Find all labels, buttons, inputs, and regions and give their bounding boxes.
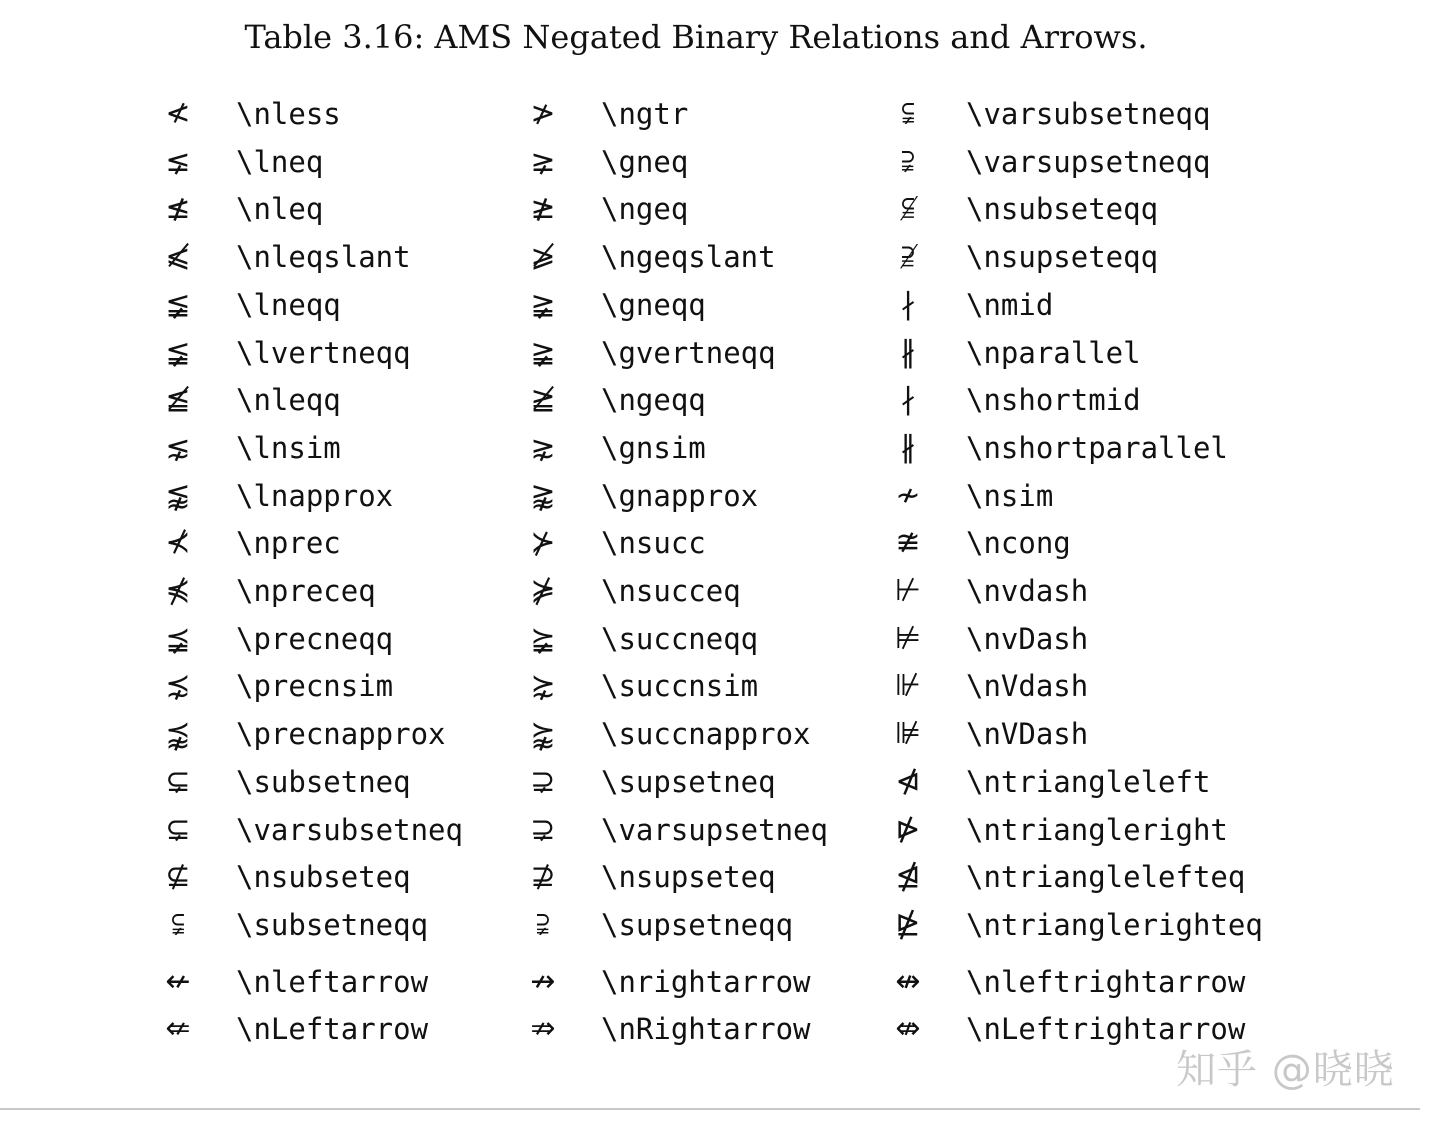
latex-command: \nmid <box>966 287 1054 322</box>
latex-command: \ngeqslant <box>601 240 776 275</box>
symbol-row <box>890 185 1290 233</box>
symbol-row <box>890 758 1290 806</box>
symbol-row <box>525 281 925 329</box>
symbol-row <box>160 710 560 758</box>
math-symbol: ≨ <box>165 334 191 370</box>
latex-command: \gneq <box>601 144 689 179</box>
math-symbol: ⇍ <box>165 1011 191 1047</box>
math-symbol: ∤ <box>900 382 916 418</box>
latex-command: \ntrianglerighteq <box>966 907 1263 942</box>
table-caption: Table 3.16: AMS Negated Binary Relations and Arrows. <box>244 18 1148 56</box>
math-symbol: ⩾̸ <box>530 239 556 275</box>
math-symbol: ⪈ <box>530 143 556 179</box>
symbol-row <box>160 472 560 520</box>
symbol-row <box>890 472 1290 520</box>
symbol-row <box>160 519 560 567</box>
latex-command: \precnsim <box>236 669 394 704</box>
latex-command: \nsubseteq <box>236 860 411 895</box>
symbol-row <box>160 806 560 854</box>
latex-command: \nleftarrow <box>236 964 429 999</box>
math-symbol: ⊋ <box>530 811 556 847</box>
symbol-row <box>160 185 560 233</box>
latex-command: \nprec <box>236 526 341 561</box>
math-symbol: ⊉ <box>530 859 556 895</box>
math-symbol: ⋧ <box>530 429 556 465</box>
symbol-row <box>890 958 1290 1006</box>
latex-command: \subsetneq <box>236 764 411 799</box>
symbol-row <box>890 615 1290 663</box>
symbol-row <box>525 710 925 758</box>
latex-command: \ntriangleright <box>966 812 1228 847</box>
latex-command: \lnsim <box>236 430 341 465</box>
latex-command: \subsetneqq <box>236 907 429 942</box>
latex-command: \nsupseteqq <box>966 240 1159 275</box>
math-symbol: ⋠ <box>165 573 191 608</box>
symbol-row <box>160 615 560 663</box>
symbol-row <box>525 90 925 138</box>
math-symbol: ⋫ <box>895 811 921 847</box>
latex-command: \lnapprox <box>236 478 394 513</box>
symbol-row <box>890 233 1290 281</box>
math-symbol: ⋦ <box>165 429 191 465</box>
math-symbol: ≦̸ <box>165 382 191 418</box>
symbol-row <box>890 853 1290 901</box>
latex-command: \nsubseteqq <box>966 192 1159 227</box>
symbol-row <box>160 1005 560 1053</box>
math-symbol: ⫅̸ <box>901 191 915 227</box>
latex-command: \gnapprox <box>601 478 759 513</box>
symbol-row <box>525 185 925 233</box>
math-symbol: ↚ <box>165 963 191 999</box>
symbol-row <box>160 567 560 615</box>
latex-command: \lvertneqq <box>236 335 411 370</box>
symbol-row <box>525 519 925 567</box>
symbol-row <box>890 138 1290 186</box>
latex-command: \nshortparallel <box>966 430 1228 465</box>
math-symbol: ≱ <box>530 191 556 227</box>
symbol-row <box>890 567 1290 615</box>
latex-command: \supsetneqq <box>601 907 794 942</box>
symbol-row <box>160 90 560 138</box>
math-symbol: ≁ <box>895 477 921 513</box>
symbol-row <box>160 901 560 949</box>
latex-command: \varsubsetneq <box>236 812 463 847</box>
symbol-row <box>890 710 1290 758</box>
latex-command: \succnsim <box>601 669 759 704</box>
math-symbol: ⋡ <box>530 573 556 608</box>
symbol-row <box>525 1005 925 1053</box>
latex-command: \precnapprox <box>236 717 446 752</box>
symbol-row <box>525 233 925 281</box>
math-symbol: ⋭ <box>895 906 921 942</box>
latex-command: \nleqslant <box>236 240 411 275</box>
symbol-row <box>160 138 560 186</box>
math-symbol: ≨ <box>165 286 191 322</box>
symbol-row <box>525 806 925 854</box>
symbol-row <box>890 90 1290 138</box>
symbol-row <box>890 281 1290 329</box>
symbol-row <box>525 472 925 520</box>
latex-command: \ngeqq <box>601 383 706 418</box>
latex-command: \npreceq <box>236 574 376 608</box>
symbol-row <box>160 958 560 1006</box>
symbol-row <box>525 958 925 1006</box>
latex-command: \nshortmid <box>966 383 1141 418</box>
latex-command: \supsetneq <box>601 764 776 799</box>
math-symbol: ⪉ <box>165 477 191 513</box>
symbol-row <box>890 806 1290 854</box>
symbol-row <box>890 376 1290 424</box>
watermark: 知乎 @晓晓 <box>1176 1047 1395 1093</box>
math-symbol: ⫋ <box>901 96 915 131</box>
latex-command: \nvDash <box>966 621 1089 656</box>
latex-command: \nsim <box>966 478 1054 513</box>
latex-command: \varsubsetneqq <box>966 97 1211 131</box>
latex-command: \precneqq <box>236 621 394 656</box>
math-symbol: ⋨ <box>165 668 191 704</box>
latex-command: \succnapprox <box>601 717 811 752</box>
latex-command: \gneqq <box>601 287 706 322</box>
math-symbol: ⊀ <box>165 525 191 561</box>
math-symbol: ⊬ <box>894 573 922 608</box>
math-symbol: ≩ <box>530 334 556 370</box>
latex-command: \nsucc <box>601 526 706 561</box>
math-symbol: ⋬ <box>895 859 921 895</box>
latex-command: \ntriangleleft <box>966 764 1211 799</box>
math-symbol: ⊁ <box>530 525 556 561</box>
latex-command: \ncong <box>966 526 1071 561</box>
math-symbol: ⊮ <box>894 668 922 704</box>
latex-command: \lneq <box>236 144 324 179</box>
math-symbol: ⫆̸ <box>901 239 915 275</box>
math-symbol: ⪊ <box>530 477 556 513</box>
math-symbol: ∦ <box>900 334 916 370</box>
math-symbol: ⊈ <box>165 859 191 895</box>
symbol-row <box>525 424 925 472</box>
symbol-row <box>160 853 560 901</box>
math-symbol: ≩ <box>530 286 556 322</box>
math-symbol: ⩽̸ <box>165 239 191 275</box>
latex-command: \lneqq <box>236 287 341 322</box>
math-symbol: ⪇ <box>165 143 191 179</box>
latex-command: \nless <box>236 97 341 131</box>
math-symbol: ≧̸ <box>530 382 556 418</box>
latex-command: \nsucceq <box>601 574 741 608</box>
latex-command: \gnsim <box>601 430 706 465</box>
latex-command: \succneqq <box>601 621 759 656</box>
math-symbol: ≯ <box>530 96 556 131</box>
math-symbol: ⪵ <box>165 620 191 656</box>
symbol-row <box>160 758 560 806</box>
latex-command: \varsupsetneqq <box>966 144 1211 179</box>
symbol-row <box>160 233 560 281</box>
math-symbol: ≇ <box>895 525 921 561</box>
latex-command: \nparallel <box>966 335 1141 370</box>
symbol-row <box>890 519 1290 567</box>
symbol-row <box>525 329 925 377</box>
latex-command: \nrightarrow <box>601 964 811 999</box>
latex-command: \nLeftarrow <box>236 1012 429 1047</box>
math-symbol: ↛ <box>530 963 556 999</box>
math-symbol: ⫌ <box>901 143 915 179</box>
symbol-row <box>160 376 560 424</box>
math-symbol: ⇏ <box>530 1011 556 1047</box>
math-symbol: ⊯ <box>894 716 922 752</box>
math-symbol: ⪺ <box>530 716 556 752</box>
symbol-row <box>525 901 925 949</box>
latex-command: \nVdash <box>966 669 1089 704</box>
symbol-row <box>525 376 925 424</box>
latex-command: \nVDash <box>966 717 1089 752</box>
bottom-rule <box>0 1108 1420 1110</box>
symbol-row <box>160 281 560 329</box>
latex-command: \nleftrightarrow <box>966 964 1246 999</box>
math-symbol: ⋪ <box>895 763 921 799</box>
symbol-row <box>525 853 925 901</box>
math-symbol: ⊊ <box>165 763 191 799</box>
symbol-row <box>890 901 1290 949</box>
symbol-row <box>890 424 1290 472</box>
math-symbol: ⫌ <box>536 906 550 942</box>
latex-command: \nleq <box>236 192 324 227</box>
latex-command: \nRightarrow <box>601 1012 811 1047</box>
symbol-row <box>890 662 1290 710</box>
math-symbol: ⪶ <box>530 620 556 656</box>
latex-command: \nvdash <box>966 574 1089 608</box>
symbol-row <box>160 329 560 377</box>
symbol-row <box>525 758 925 806</box>
math-symbol: ≰ <box>165 191 191 227</box>
latex-command: \ntrianglelefteq <box>966 860 1246 895</box>
symbol-row <box>525 662 925 710</box>
math-symbol: ⇎ <box>895 1011 921 1047</box>
symbol-row <box>525 567 925 615</box>
latex-command: \ngeq <box>601 192 689 227</box>
math-symbol: ∤ <box>900 286 916 322</box>
math-symbol: ⫋ <box>171 906 185 942</box>
symbol-row <box>525 615 925 663</box>
math-symbol: ⊊ <box>165 811 191 847</box>
latex-command: \ngtr <box>601 97 689 131</box>
math-symbol: ↮ <box>895 963 921 999</box>
latex-command: \varsupsetneq <box>601 812 828 847</box>
latex-command: \nsupseteq <box>601 860 776 895</box>
math-symbol: ⋩ <box>530 668 556 704</box>
math-symbol: ⊭ <box>894 620 922 656</box>
math-symbol: ∦ <box>900 429 916 465</box>
latex-command: \nleqq <box>236 383 341 418</box>
latex-command: \nLeftrightarrow <box>966 1012 1246 1047</box>
symbol-row <box>160 662 560 710</box>
symbol-row <box>890 329 1290 377</box>
math-symbol: ⊋ <box>530 763 556 799</box>
math-symbol: ⪹ <box>165 716 191 752</box>
symbol-row <box>160 424 560 472</box>
latex-command: \gvertneqq <box>601 335 776 370</box>
symbol-row <box>525 138 925 186</box>
math-symbol: ≮ <box>165 96 191 131</box>
